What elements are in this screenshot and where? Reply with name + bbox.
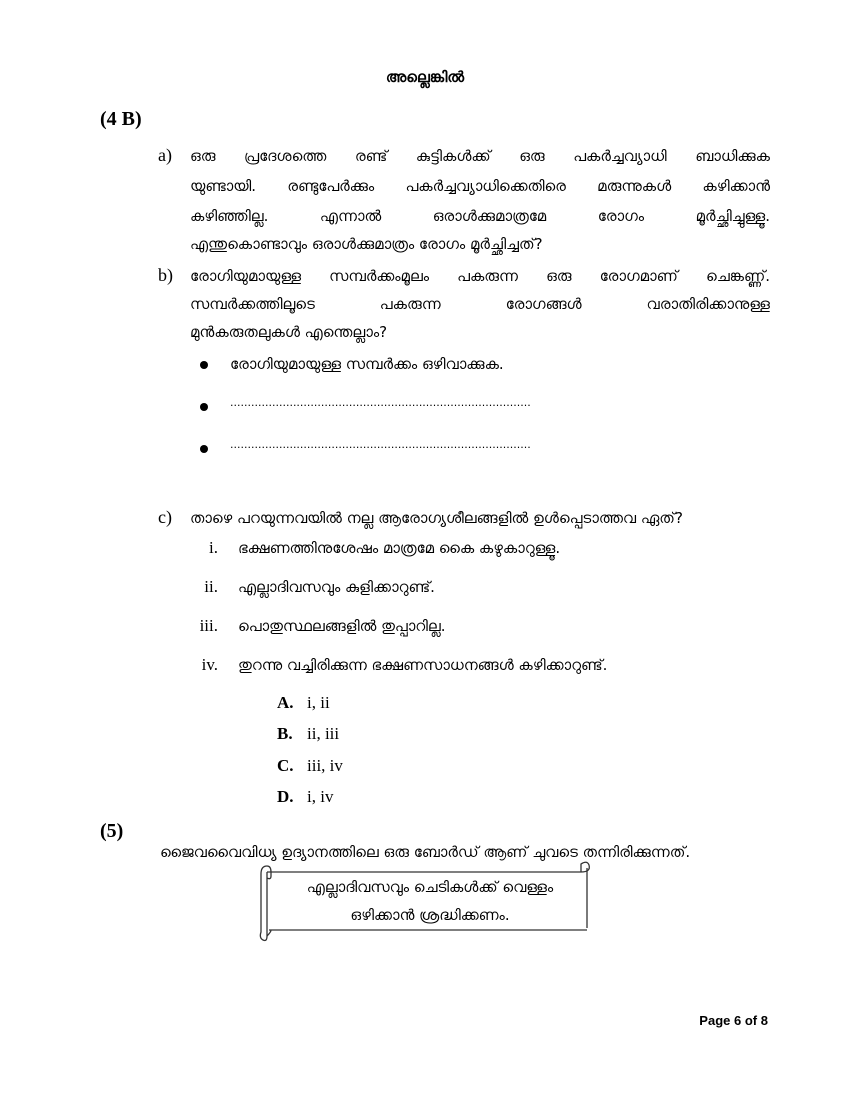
part-a-line-4: എന്തുകൊണ്ടാവും ഒരാൾക്കുമാത്രം രോഗം മൂർച്ഛിച്ചത്?	[190, 235, 543, 253]
section-heading: അല്ലെങ്കിൽ	[385, 68, 465, 86]
precaution-item: രോഗിയുമായുള്ള സമ്പർക്കം ഒഴിവാക്കുക.	[230, 355, 504, 373]
scroll-board-icon	[255, 860, 595, 944]
part-c-question: താഴെ പറയുന്നവയിൽ നല്ല ആരോഗ്യശീലങ്ങളിൽ ഉൾപ്പെടാത്തവ ഏത്?	[190, 509, 683, 527]
part-b-label: b)	[158, 265, 173, 285]
bullet-icon	[200, 403, 208, 411]
statement-number: iv.	[201, 655, 218, 674]
part-b-line-3: മുൻകരുതലുകൾ എന്തെല്ലാം?	[190, 323, 388, 341]
option-letter-d: D.	[277, 787, 294, 806]
page-current: 6	[734, 1013, 742, 1028]
part-a-line-3: കഴിഞ്ഞില്ല. എന്നാൽ ഒരാൾക്കുമാത്രമേ രോഗം മൂർച്ഛിച്ചുള്ളൂ.	[190, 207, 770, 225]
part-c-label: c)	[158, 507, 172, 527]
page-number	[699, 1013, 768, 1028]
question-number-5: (5)	[100, 820, 124, 842]
option-letter-a: A.	[277, 693, 294, 712]
statement-text: ഭക്ഷണത്തിനുശേഷം മാത്രമേ കൈ കഴുകാറുള്ളൂ.	[238, 539, 561, 557]
q5-intro: ജൈവവൈവിധ്യ ഉദ്യാനത്തിലെ ഒരു ബോർഡ് ആണ് ചുവടെ തന്നിരിക്കുന്നത്.	[160, 843, 691, 861]
statement-number: iii.	[199, 616, 218, 635]
part-b-line-1: രോഗിയുമായുള്ള സമ്പർക്കംമൂലം പകരുന്ന ഒരു രോഗമാണ് ചെങ്കണ്ണ്.	[190, 267, 770, 285]
statement-number: ii.	[204, 577, 218, 596]
page-of: of	[744, 1013, 758, 1028]
board-line-2: ഒഴിക്കാൻ ശ്രദ്ധിക്കണം.	[350, 906, 510, 924]
answer-blank-line: ......................................................................................	[230, 396, 531, 409]
option-letter-b: B.	[277, 724, 293, 743]
option-letter-c: C.	[277, 756, 294, 775]
bullet-icon	[200, 361, 208, 369]
question-number-4b: (4 B)	[100, 108, 142, 130]
statement-text: എല്ലാദിവസവും കുളിക്കാറുണ്ട്.	[238, 578, 435, 596]
option-value-a: i, ii	[307, 693, 330, 712]
page-prefix: Page	[699, 1013, 731, 1028]
statement-number: i.	[209, 538, 218, 557]
part-a-line-1: ഒരു പ്രദേശത്തെ രണ്ട് കുട്ടികൾക്ക് ഒരു പകർച്ചവ്യാധി ബാധിക്കുക	[190, 147, 770, 165]
option-value-b: ii, iii	[307, 724, 340, 743]
bullet-icon	[200, 445, 208, 453]
page-total: 8	[760, 1013, 768, 1028]
part-a-line-2: യുണ്ടായി. രണ്ടുപേർക്കും പകർച്ചവ്യാധിക്കെതിരെ മരുന്നുകൾ കഴിക്കാൻ	[190, 177, 770, 195]
board-line-1: എല്ലാദിവസവും ചെടികൾക്ക് വെള്ളം	[306, 878, 554, 896]
statement-text: പൊതുസ്ഥലങ്ങളിൽ തുപ്പാറില്ല.	[238, 617, 446, 635]
statement-text: തുറന്നു വച്ചിരിക്കുന്ന ഭക്ഷണസാധനങ്ങൾ കഴിക്കാറുണ്ട്.	[238, 656, 608, 674]
part-a-label: a)	[158, 145, 172, 165]
answer-blank-line: ......................................................................................	[230, 438, 531, 451]
option-value-c: iii, iv	[307, 756, 343, 775]
option-value-d: i, iv	[307, 787, 334, 806]
part-b-line-2: സമ്പർക്കത്തിലൂടെ പകരുന്ന രോഗങ്ങൾ വരാതിരിക്കാനുള്ള	[190, 295, 770, 313]
